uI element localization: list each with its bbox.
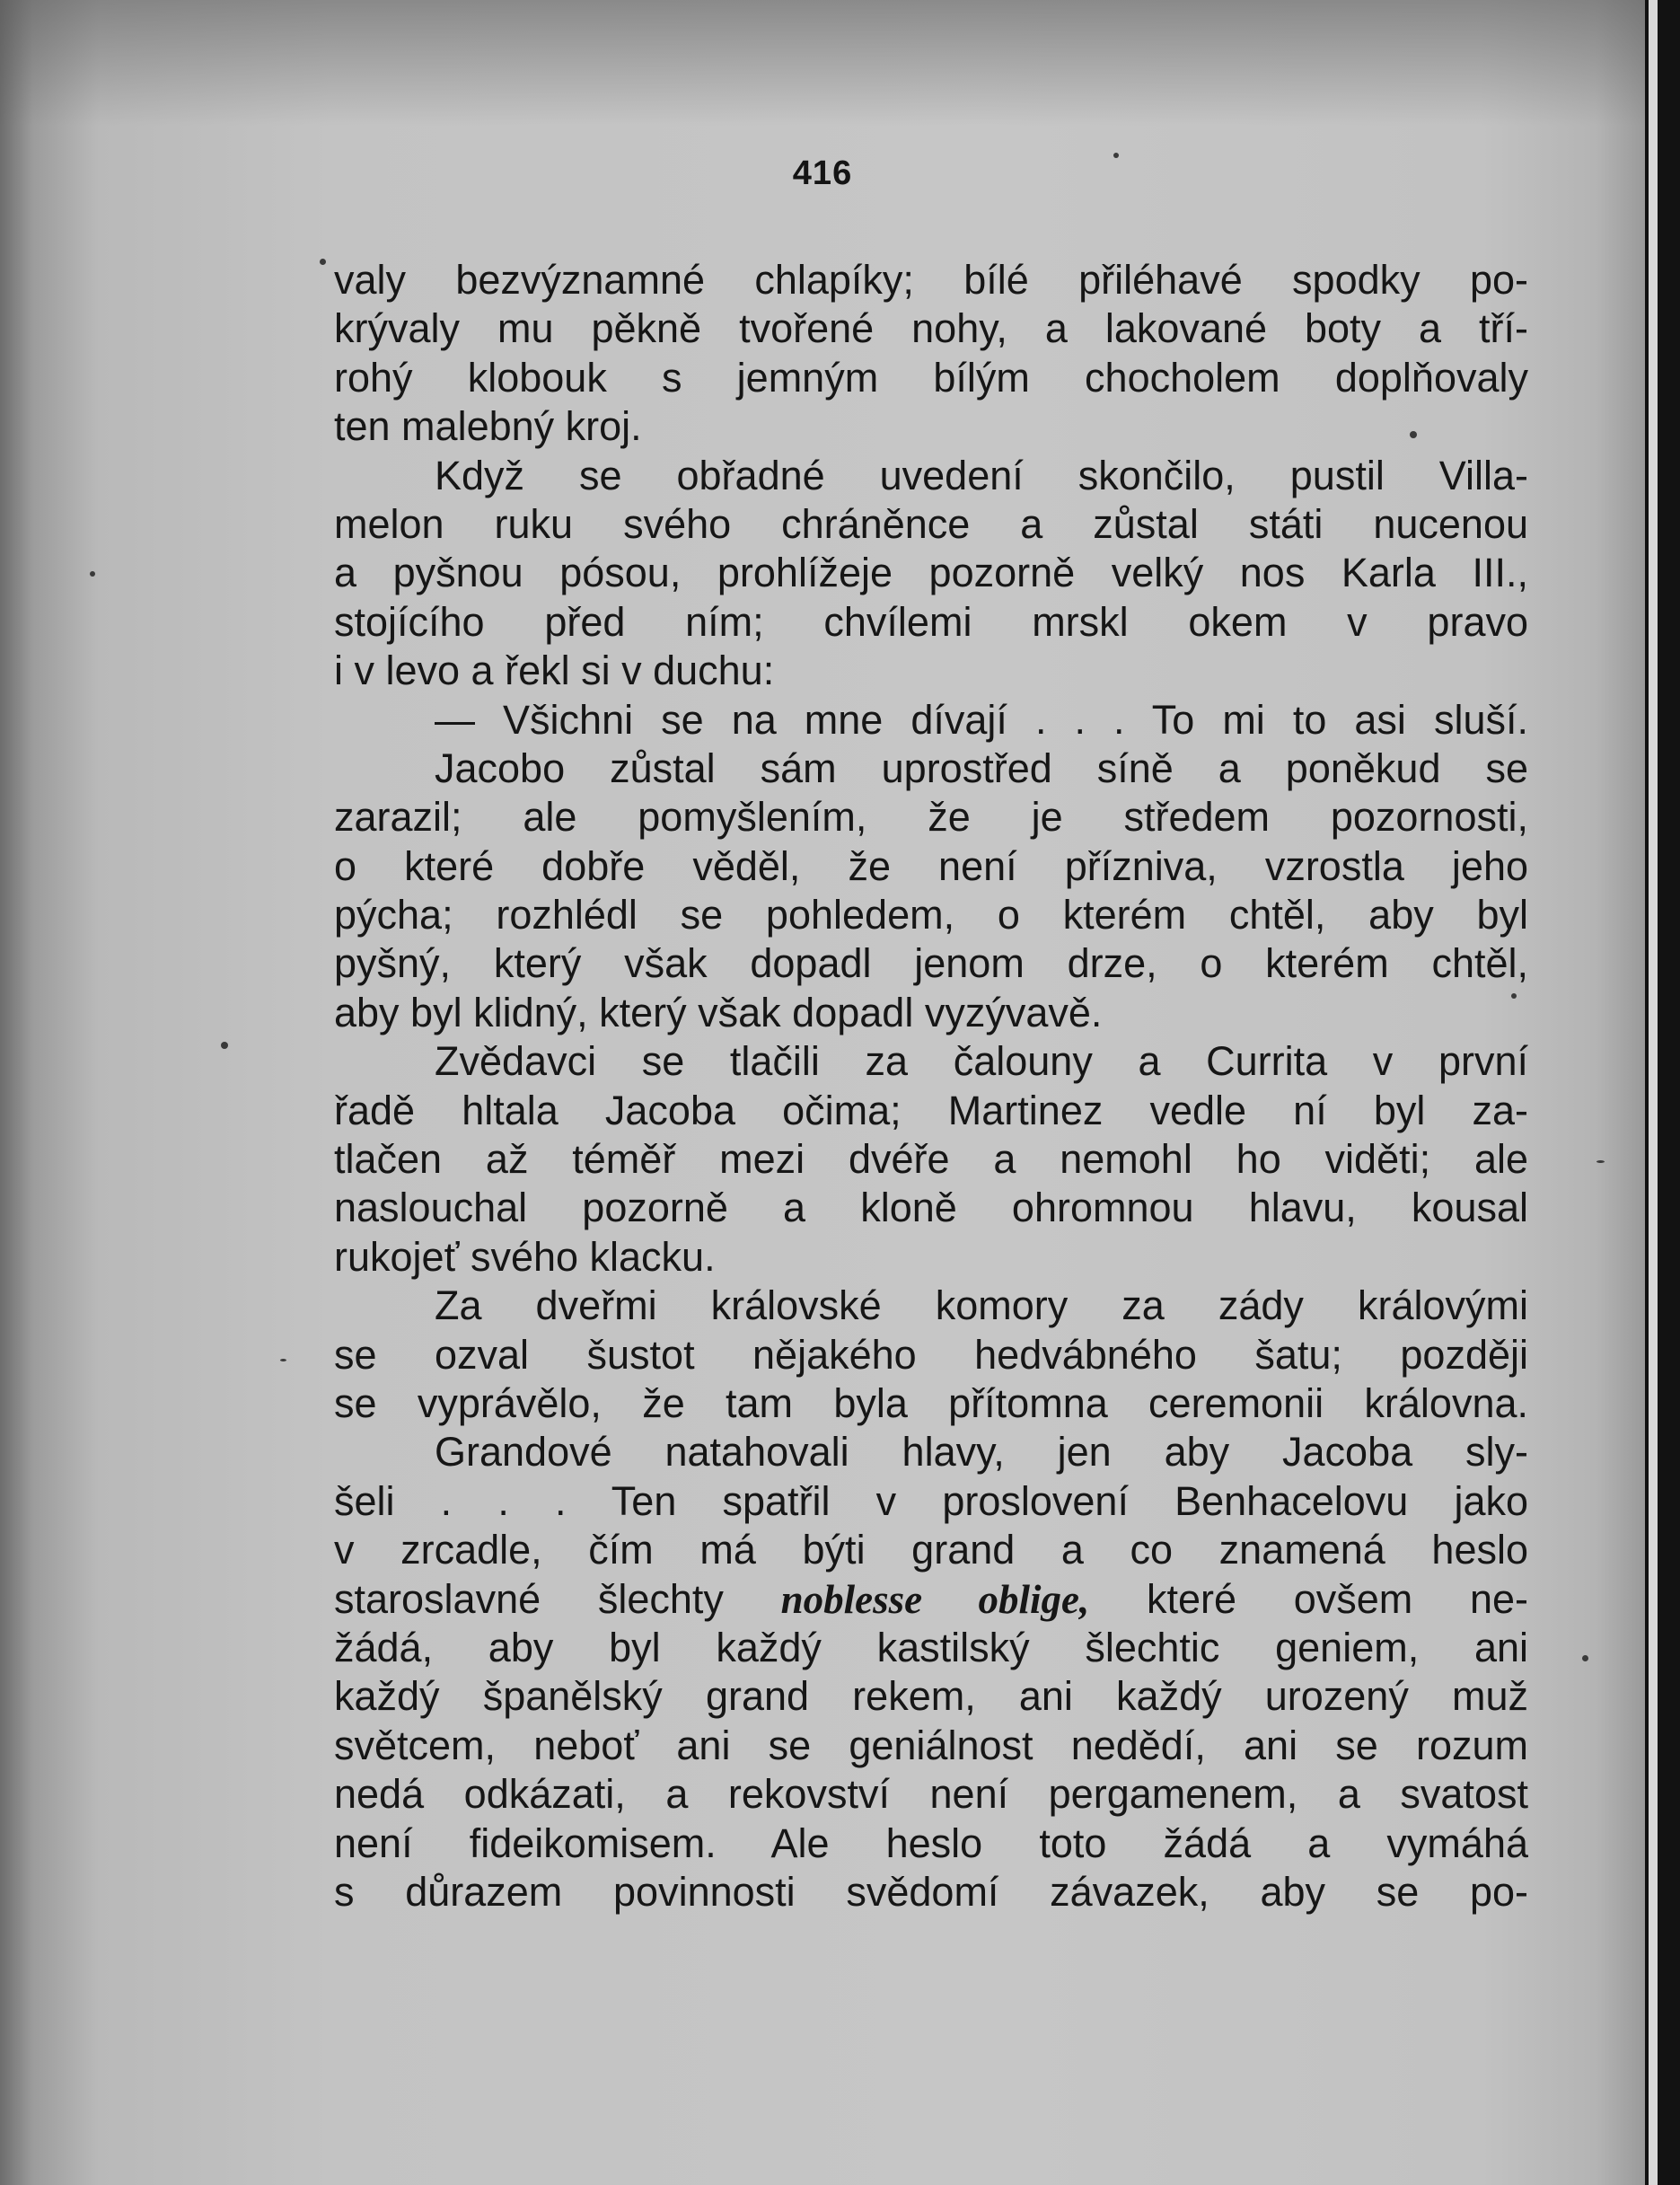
text-line: melon ruku svého chráněnce a zůstal státi nucenou (334, 500, 1528, 547)
text-line: pyšný, který však dopadl jenom drze, o kterém chtěl, (334, 940, 1528, 987)
body-text (334, 256, 1528, 1916)
italic-phrase: noblesse oblige, (780, 1576, 1090, 1622)
text-line: šeli . . . Ten spatřil v proslovení Benhacelovu jako (334, 1477, 1528, 1524)
text-line: rohý klobouk s jemným bílým chocholem doplňovaly (334, 354, 1528, 401)
text-line: pýcha; rozhlédl se pohledem, o kterém chtěl, aby byl (334, 892, 1528, 938)
text-line: naslouchal pozorně a kloně ohromnou hlavu, kousal (334, 1185, 1528, 1231)
text-run: které ovšem ne- (1089, 1575, 1528, 1622)
text-line: v zrcadle, čím má býti grand a co znamená heslo (334, 1527, 1528, 1573)
paper-speck (1582, 1655, 1588, 1661)
text-line: se ozval šustot nějakého hedvábného šatu; později (334, 1331, 1528, 1378)
paper-speck (280, 1359, 286, 1361)
text-line: každý španělský grand rekem, ani každý urozený muž (334, 1673, 1528, 1720)
text-line: řadě hltala Jacoba očima; Martinez vedle ní byl za- (334, 1087, 1528, 1133)
text-line: není fideikomisem. Ale heslo toto žádá a vymáhá (334, 1819, 1528, 1866)
text-line: žádá, aby byl každý kastilský šlechtic geniem, ani (334, 1624, 1528, 1670)
text-line: Když se obřadné uvedení skončilo, pustil Villa- (435, 452, 1528, 498)
text-line: rukojeť svého klacku. (334, 1233, 716, 1280)
text-line (334, 1575, 1528, 1624)
text-line: Grandové natahovali hlavy, jen aby Jacoba sly- (435, 1429, 1528, 1476)
text-line: se vyprávělo, že tam byla přítomna ceremonii královna. (334, 1379, 1528, 1426)
text-line: tlačen až téměř mezi dvéře a nemohl ho viděti; ale (334, 1136, 1528, 1183)
text-line: s důrazem povinnosti svědomí závazek, aby se po- (334, 1868, 1528, 1915)
text-line: o které dobře věděl, že není přízniva, vzrostla jeho (334, 842, 1528, 889)
text-line: nedá odkázati, a rekovství není pergamenem, a svatost (334, 1771, 1528, 1818)
text-line: i v levo a řekl si v duchu: (334, 648, 775, 694)
text-line: ten malebný kroj. (334, 403, 642, 450)
text-line: Za dveřmi královské komory za zády královými (435, 1282, 1528, 1329)
text-line: valy bezvýznamné chlapíky; bílé přiléhavé spodky po- (334, 257, 1528, 303)
page-number: 416 (792, 154, 853, 192)
paper-speck (221, 1042, 228, 1049)
text-line: — Všichni se na mne dívají . . . To mi to asi sluší. (435, 696, 1528, 743)
text-line: stojícího před ním; chvílemi mrskl okem v pravo (334, 598, 1528, 645)
text-line: Jacobo zůstal sám uprostřed síně a poněkud se (435, 744, 1528, 791)
paper-speck (90, 571, 95, 577)
text-line: světcem, neboť ani se geniálnost nedědí, ani se rozum (334, 1722, 1528, 1768)
text-line: krývaly mu pěkně tvořené nohy, a lakované boty a tří- (334, 305, 1528, 352)
text-line: zarazil; ale pomyšlením, že je středem pozornosti, (334, 794, 1528, 841)
paper-speck (1596, 1160, 1605, 1163)
text-line: Zvědavci se tlačili za čalouny a Currita v první (435, 1038, 1528, 1085)
paper-speck (320, 259, 326, 265)
text-line: a pyšnou pósou, prohlížeje pozorně velký nos Karla III., (334, 550, 1528, 596)
text-line: aby byl klidný, který však dopadl vyzývavě. (334, 989, 1103, 1035)
page-edge-rule (1649, 0, 1658, 2185)
text-run: staroslavné šlechty (334, 1575, 781, 1622)
